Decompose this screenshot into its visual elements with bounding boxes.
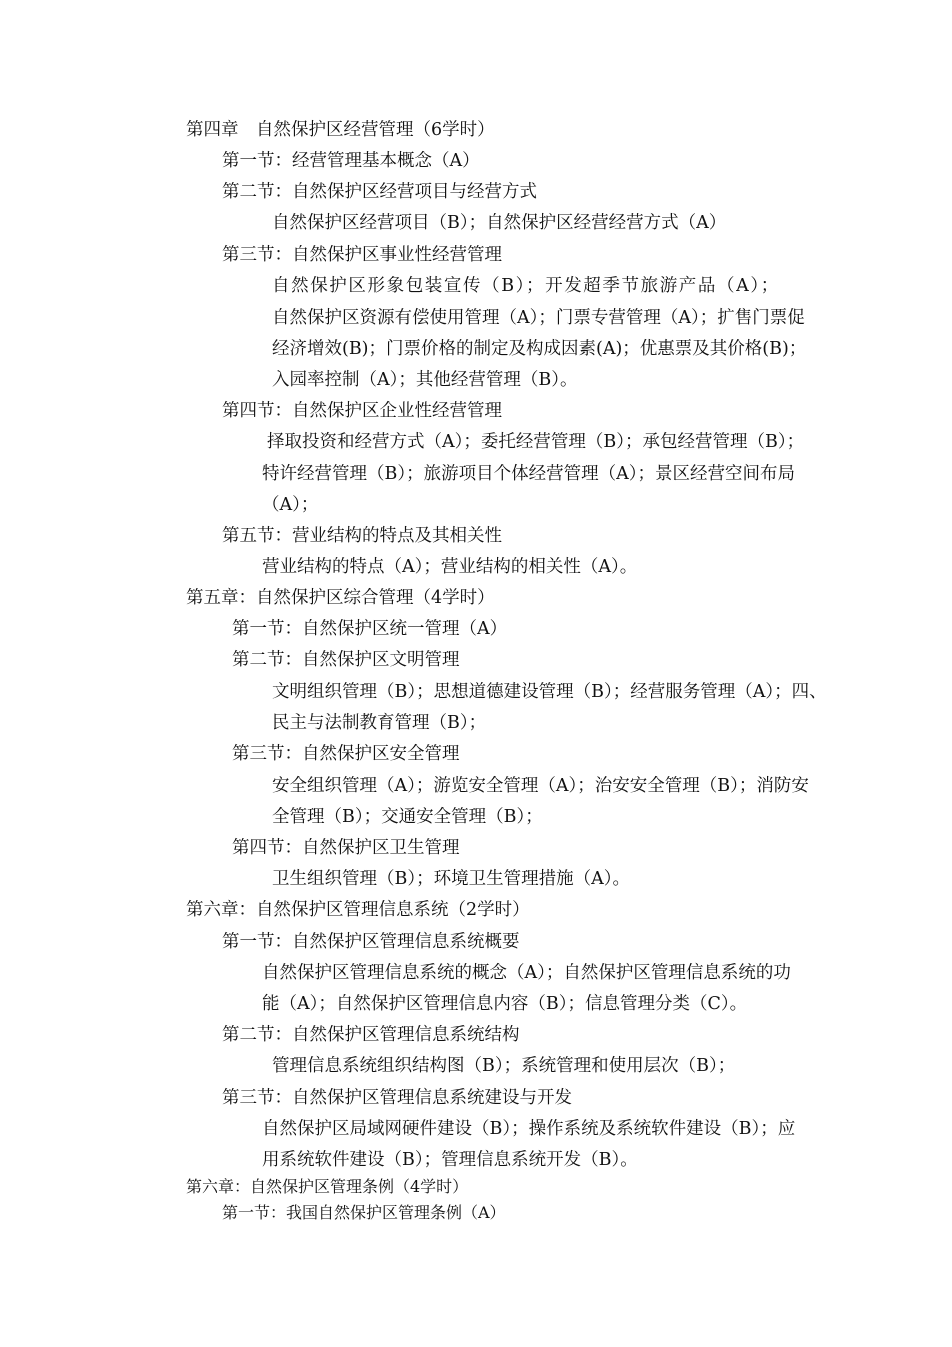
ch6-section-1-content-line-1: 自然保护区管理信息系统的概念（A）；自然保护区管理信息系统的功	[262, 963, 791, 983]
ch4-section-5-content: 营业结构的特点（A）；营业结构的相关性（A）。	[262, 557, 638, 577]
chapter-5-heading: 第五章：自然保护区综合管理（4学时）	[186, 588, 495, 608]
ch5-section-3-heading: 第三节：自然保护区安全管理	[232, 744, 460, 764]
ch4-section-5-heading: 第五节：营业结构的特点及其相关性	[222, 526, 502, 546]
ch4-section-1-heading: 第一节：经营管理基本概念（A）	[222, 151, 480, 171]
ch6-section-3-heading: 第三节：自然保护区管理信息系统建设与开发	[222, 1088, 572, 1108]
ch4-section-4-content-line-3: （A）；	[262, 495, 319, 515]
ch6-section-3-content-line-2: 用系统软件建设（B）；管理信息系统开发（B）。	[262, 1150, 638, 1170]
ch6-section-1-content-line-2: 能（A）；自然保护区管理信息内容（B）；信息管理分类（C）。	[262, 994, 748, 1014]
ch5-section-4-heading: 第四节：自然保护区卫生管理	[232, 838, 460, 858]
ch6-section-3-content-line-1: 自然保护区局域网硬件建设（B）；操作系统及系统软件建设（B）；应	[262, 1119, 796, 1139]
ch6-section-2-content: 管理信息系统组织结构图（B）；系统管理和使用层次（B）；	[272, 1056, 736, 1076]
ch5-section-2-heading: 第二节：自然保护区文明管理	[232, 650, 460, 670]
ch6b-section-1-heading: 第一节：我国自然保护区管理条例（A）	[222, 1203, 506, 1222]
ch4-section-4-heading: 第四节：自然保护区企业性经营管理	[222, 401, 502, 421]
ch5-section-3-content-line-1: 安全组织管理（A）；游览安全管理（A）；治安安全管理（B）；消防安	[272, 776, 809, 796]
ch5-section-2-content-line-1: 文明组织管理（B）；思想道德建设管理（B）；经营服务管理（A）；四、	[272, 682, 827, 702]
ch6-section-1-heading: 第一节：自然保护区管理信息系统概要	[222, 932, 520, 952]
ch4-section-4-content-line-2: 特许经营管理（B）；旅游项目个体经营管理（A）；景区经营空间布局	[262, 464, 795, 484]
chapter-6-heading: 第六章：自然保护区管理信息系统（2学时）	[186, 900, 530, 920]
ch5-section-4-content: 卫生组织管理（B）；环境卫生管理措施（A）。	[272, 869, 630, 889]
ch4-section-4-content-line-1: 择取投资和经营方式（A）；委托经营管理（B）；承包经营管理（B）；	[267, 432, 805, 452]
chapter-6b-heading: 第六章：自然保护区管理条例（4学时）	[186, 1177, 469, 1196]
ch5-section-3-content-line-2: 全管理（B）；交通安全管理（B）；	[272, 807, 543, 827]
ch4-section-2-content: 自然保护区经营项目（B）；自然保护区经营经营方式（A）	[272, 213, 727, 233]
ch4-section-3-content-line-1: 自然保护区形象包装宣传（B）；开发超季节旅游产品（A）；	[272, 276, 780, 296]
ch4-section-3-heading: 第三节：自然保护区事业性经营管理	[222, 245, 502, 265]
ch5-section-2-content-line-2: 民主与法制教育管理（B）；	[272, 713, 487, 733]
ch4-section-2-heading: 第二节：自然保护区经营项目与经营方式	[222, 182, 537, 202]
ch4-section-3-content-line-4: 入园率控制（A）；其他经营管理（B）。	[272, 370, 578, 390]
ch5-section-1-heading: 第一节：自然保护区统一管理（A）	[232, 619, 508, 639]
ch4-section-3-content-line-2: 自然保护区资源有偿使用管理（A）；门票专营管理（A）；扩售门票促	[272, 308, 805, 328]
ch6-section-2-heading: 第二节：自然保护区管理信息系统结构	[222, 1025, 520, 1045]
chapter-4-heading: 第四章 自然保护区经营管理（6学时）	[186, 120, 495, 140]
ch4-section-3-content-line-3: 经济增效(B)；门票价格的制定及构成因素(A)；优惠票及其价格(B)；	[272, 339, 807, 359]
